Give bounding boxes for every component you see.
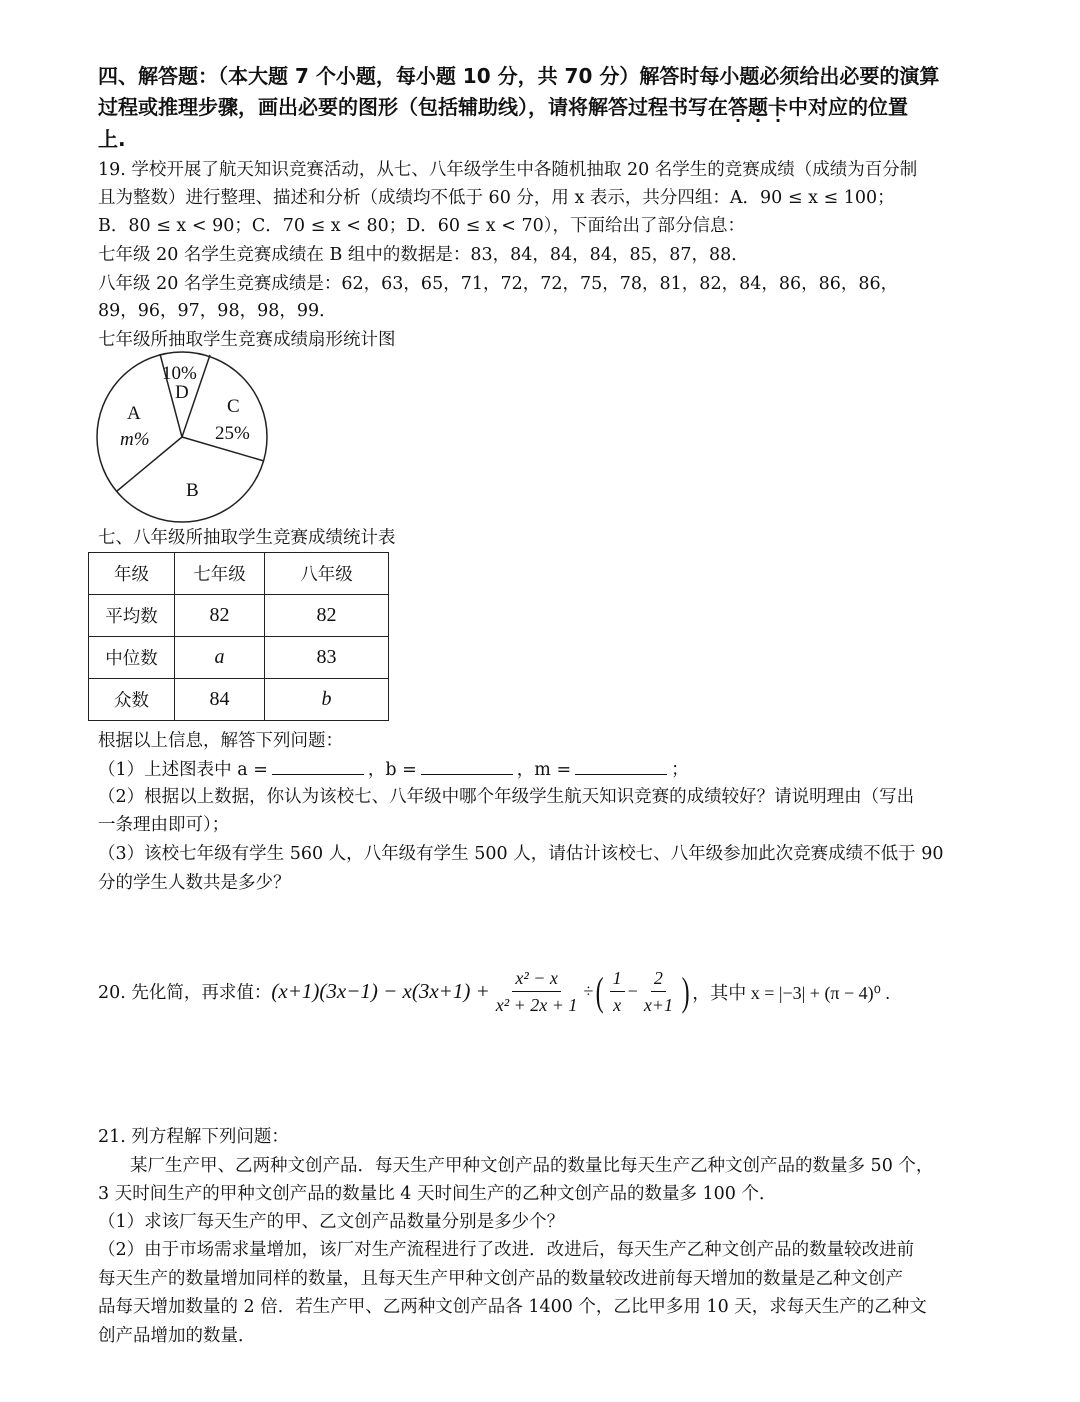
- q21-text: 某厂生产甲、乙两种文创产品．每天生产甲种文创产品的数量比每天生产乙种文创产品的数量多 50 个，: [130, 1156, 934, 1176]
- q21-text: （2）由于市场需求量增加，该厂对生产流程进行了改进．改进后，每天生产乙种文创产品的数量较改进前: [98, 1240, 915, 1260]
- table-cell: 82: [175, 595, 265, 637]
- slice-a-label: A: [127, 403, 141, 424]
- stats-table: [88, 552, 389, 721]
- numerator: 2: [651, 965, 666, 992]
- text: ；: [671, 760, 689, 780]
- text: 过程或推理步骤，画出必要的图形（包括辅助线），请将解答过程书写在: [98, 95, 728, 119]
- table-header-row: [89, 553, 389, 595]
- fraction: [493, 965, 581, 1018]
- divide-sign: ÷: [583, 981, 594, 1001]
- table-cell: 84: [175, 679, 265, 721]
- slice-c-label: C: [227, 396, 240, 417]
- q20-expression: (x+1)(3x−1) − x(3x+1) +: [271, 979, 490, 1003]
- q21-text: 21. 列方程解下列问题：: [98, 1127, 289, 1147]
- pie-chart: [90, 348, 280, 528]
- table-row: [89, 595, 389, 637]
- q20-suffix: ，其中 x = |−3| + (π − 4)⁰ .: [692, 982, 890, 1003]
- q21-text: 创产品增加的数量．: [98, 1326, 256, 1346]
- q19-part3: （3）该校七年级有学生 560 人，八年级有学生 500 人，请估计该校七、八年级参加此次竞赛成绩不低于 90: [98, 844, 944, 864]
- table-cell: a: [175, 637, 265, 679]
- q19-text: 且为整数）进行整理、描述和分析（成绩均不低于 60 分，用 x 表示，共分四组：A．90 ≤ x ≤ 100；: [98, 188, 895, 208]
- q19-part2: （2）根据以上数据，你认为该校七、八年级中哪个年级学生航天知识竞赛的成绩较好？请说明理由（写出: [98, 787, 915, 807]
- q19-text: 19. 学校开展了航天知识竞赛活动，从七、八年级学生中各随机抽取 20 名学生的竞赛成绩（成绩为百分制: [98, 160, 918, 180]
- answer-blank-a: [272, 758, 364, 775]
- answer-blank-m: [575, 758, 667, 775]
- q19-text: 八年级 20 名学生竞赛成绩是：62，63，65，71，72，72，75，78，81，82，84，86，86，86，: [98, 274, 899, 294]
- section-header-line: [98, 95, 908, 119]
- q19-text: B．80 ≤ x < 90；C．70 ≤ x < 80；D．60 ≤ x < 70），下面给出了部分信息：: [98, 216, 745, 236]
- denominator: x² + 2x + 1: [495, 995, 578, 1015]
- text: ，m =: [516, 760, 572, 780]
- q21-text: 每天生产的数量增加同样的数量，且每天生产甲种文创产品的数量较改进前每天增加的数量是乙种文创产: [98, 1269, 903, 1289]
- q19-text: 89，96，97，98，98，99．: [98, 301, 337, 321]
- q19-part2: 一条理由即可）；: [98, 815, 230, 835]
- fraction: [641, 965, 676, 1018]
- slice-c-pct: 25%: [215, 423, 250, 444]
- q19-text: 七年级 20 名学生竞赛成绩在 B 组中的数据是：83，84，84，84，85，87，88．: [98, 245, 749, 265]
- table-row: [89, 637, 389, 679]
- left-paren: (: [595, 968, 604, 1014]
- numerator: x² − x: [512, 965, 561, 992]
- table-cell: 中位数: [89, 637, 175, 679]
- q19-part3: 分的学生人数共是多少？: [98, 873, 291, 893]
- table-header: 七年级: [175, 553, 265, 595]
- table-cell: 82: [265, 595, 389, 637]
- text: （1）上述图表中 a =: [98, 760, 268, 780]
- table-row: [89, 679, 389, 721]
- text: ，b =: [367, 760, 417, 780]
- q20-prefix: 20. 先化简，再求值：: [98, 983, 272, 1003]
- slice-a-pct: m%: [120, 429, 150, 450]
- q21-text: 品每天增加数量的 2 倍．若生产甲、乙两种文创产品各 1400 个，乙比甲多用 10 天，求每天生产的乙种文: [98, 1297, 927, 1317]
- table-cell: b: [265, 679, 389, 721]
- table-cell: 平均数: [89, 595, 175, 637]
- table-title: 七、八年级所抽取学生竞赛成绩统计表: [98, 528, 396, 548]
- pie-chart-title: 七年级所抽取学生竞赛成绩扇形统计图: [98, 330, 396, 350]
- table-header: 八年级: [265, 553, 389, 595]
- q19-part1: [98, 758, 689, 782]
- slice-b-label: B: [186, 480, 199, 501]
- q21-text: （1）求该厂每天生产的甲、乙文创产品数量分别是多少个？: [98, 1212, 565, 1232]
- minus-sign: −: [627, 981, 638, 1001]
- answer-blank-b: [421, 758, 513, 775]
- table-header: 年级: [89, 553, 175, 595]
- emphasis-char: 卡: [768, 95, 788, 119]
- slice-d-pct: 10%: [162, 363, 197, 384]
- emphasis-char: 题: [748, 95, 768, 119]
- right-paren: ): [681, 968, 690, 1014]
- denominator: x+1: [643, 995, 673, 1015]
- denominator: x: [613, 995, 622, 1015]
- emphasis-char: 答: [728, 95, 748, 119]
- q19-prompt: 根据以上信息，解答下列问题：: [98, 731, 343, 751]
- text: 中对应的位置: [788, 95, 908, 119]
- numerator: 1: [610, 965, 625, 992]
- section-header-line: 四、解答题：（本大题 7 个小题，每小题 10 分，共 70 分）解答时每小题必须给出必要的演算: [98, 64, 940, 88]
- section-header-line: 上.: [98, 127, 126, 151]
- table-cell: 83: [265, 637, 389, 679]
- q21-text: 3 天时间生产的甲种文创产品的数量比 4 天时间生产的乙种文创产品的数量多 100 个．: [98, 1184, 777, 1204]
- table-cell: 众数: [89, 679, 175, 721]
- question-20: [98, 965, 890, 1018]
- slice-d-label: D: [175, 382, 189, 403]
- fraction: [610, 965, 625, 1018]
